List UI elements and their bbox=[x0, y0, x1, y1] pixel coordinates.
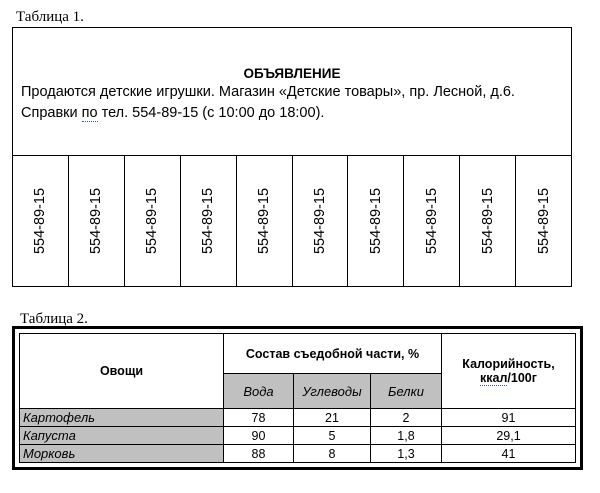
table-row bbox=[20, 445, 576, 463]
vegetables-table bbox=[19, 333, 576, 463]
announcement-table bbox=[12, 27, 572, 287]
tear-off-tab: 554-89-15 bbox=[460, 156, 516, 286]
table2-caption: Таблица 2. bbox=[20, 311, 88, 327]
vegetable-name: Морковь bbox=[20, 445, 224, 463]
tear-off-tab: 554-89-15 bbox=[348, 156, 404, 286]
tear-off-tab: 554-89-15 bbox=[69, 156, 125, 286]
water-value: 78 bbox=[224, 409, 294, 427]
header-composition: Состав съедобной части, % bbox=[224, 334, 442, 374]
announcement-title: ОБЪЯВЛЕНИЕ bbox=[243, 66, 341, 81]
calories-value: 29,1 bbox=[442, 427, 576, 445]
tear-off-tab: 554-89-15 bbox=[293, 156, 349, 286]
header-carbs: Углеводы bbox=[294, 374, 371, 409]
table1-caption: Таблица 1. bbox=[16, 9, 84, 25]
header-vegetables: Овощи bbox=[20, 334, 224, 409]
carbs-value: 21 bbox=[294, 409, 371, 427]
carbs-value: 5 bbox=[294, 427, 371, 445]
table-row bbox=[20, 409, 576, 427]
table-row bbox=[20, 427, 576, 445]
water-value: 90 bbox=[224, 427, 294, 445]
vegetable-name: Капуста bbox=[20, 427, 224, 445]
vegetable-name: Картофель bbox=[20, 409, 224, 427]
tear-off-tab: 554-89-15 bbox=[237, 156, 293, 286]
protein-value: 1,8 bbox=[371, 427, 442, 445]
header-water: Вода bbox=[224, 374, 294, 409]
calories-value: 91 bbox=[442, 409, 576, 427]
carbs-value: 8 bbox=[294, 445, 371, 463]
announcement-text-line-1: Продаются детские игрушки. Магазин «Детские товары», пр. Лесной, д.6. bbox=[21, 84, 515, 100]
water-value: 88 bbox=[224, 445, 294, 463]
announcement-body bbox=[13, 28, 571, 156]
header-calories: Калорийность, ккал/100г bbox=[442, 334, 576, 409]
tear-off-tab: 554-89-15 bbox=[13, 156, 69, 286]
tear-off-tab: 554-89-15 bbox=[535, 187, 552, 255]
tear-off-tab: 554-89-15 bbox=[181, 156, 237, 286]
vegetables-table-frame bbox=[12, 326, 583, 470]
announcement-text-line-2: Справки по тел. 554-89-15 (с 10:00 до 18:00). bbox=[21, 105, 325, 121]
protein-value: 1,3 bbox=[371, 445, 442, 463]
header-protein: Белки bbox=[371, 374, 442, 409]
protein-value: 2 bbox=[371, 409, 442, 427]
tear-off-tabs bbox=[13, 156, 571, 286]
tear-off-tab: 554-89-15 bbox=[404, 156, 460, 286]
calories-value: 41 bbox=[442, 445, 576, 463]
tear-off-tab: 554-89-15 bbox=[125, 156, 181, 286]
